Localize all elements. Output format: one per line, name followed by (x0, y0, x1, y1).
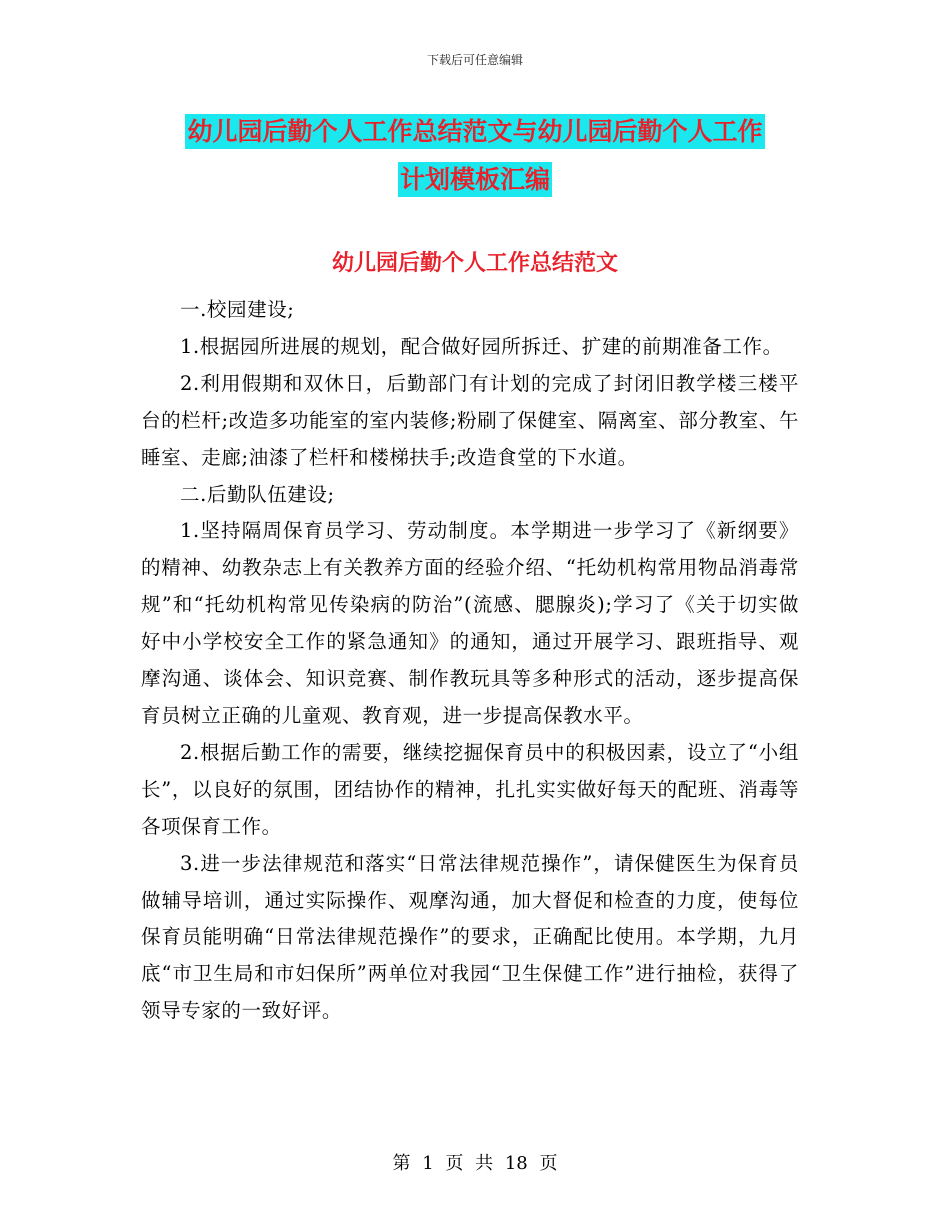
page-number-footer: 第 1 页 共 18 页 (392, 1153, 558, 1174)
title-line-1: 幼儿园后勤个人工作总结范文与幼儿园后勤个人工作 (185, 114, 764, 149)
page-header-note: 下载后可任意编辑 (426, 53, 523, 67)
section-title: 幼儿园后勤个人工作总结范文 (331, 250, 618, 276)
paragraph: 1.根据园所进展的规划，配合做好园所拆迁、扩建的前期准备工作。 (180, 334, 783, 358)
paragraph: 2.利用假期和双休日，后勤部门有计划的完成了封闭旧教学楼三楼平台的栏杆;改造多功能室的室内装修;粉刷了保健室、隔离室、部分教室、午睡室、走廊;油漆了栏杆和楼梯扶手;改造食堂的下水道。 (141, 371, 799, 469)
paragraph: 一.校园建设; (180, 298, 295, 321)
paragraph: 2.根据后勤工作的需要，继续挖掘保育员中的积极因素，设立了“小组长”，以良好的氛围，团结协作的精神，扎扎实实做好每天的配班、消毒等各项保育工作。 (141, 740, 799, 838)
document-body (141, 292, 799, 1030)
title-line-2: 计划模板汇编 (398, 162, 552, 197)
paragraph: 二.后勤队伍建设; (180, 482, 335, 506)
paragraph: 3.进一步法律规范和落实“日常法律规范操作”，请保健医生为保育员做辅导培训，通过实际操作、观摩沟通，加大督促和检查的力度，使每位保育员能明确“日常法律规范操作”的要求，正确配比使用。本学期，九月底“市卫生局和市妇保所”两单位对我园“卫生保健工作”进行抽检，获得了领导专家的一致好评。 (141, 851, 799, 1023)
document-title (150, 108, 800, 204)
paragraph: 1.坚持隔周保育员学习、劳动制度。本学期进一步学习了《新纲要》的精神、幼教杂志上有关教养方面的经验介绍、“托幼机构常用物品消毒常规”和“托幼机构常见传染病的防治”(流感、腮腺炎);学习了《关于切实做好中小学校安全工作的紧急通知》的通知，通过开展学习、跟班指导、观摩沟通、谈体会、知识竞赛、制作教玩具等多种形式的活动，逐步提高保育员树立正确的儿童观、教育观，进一步提高保教水平。 (141, 519, 799, 727)
